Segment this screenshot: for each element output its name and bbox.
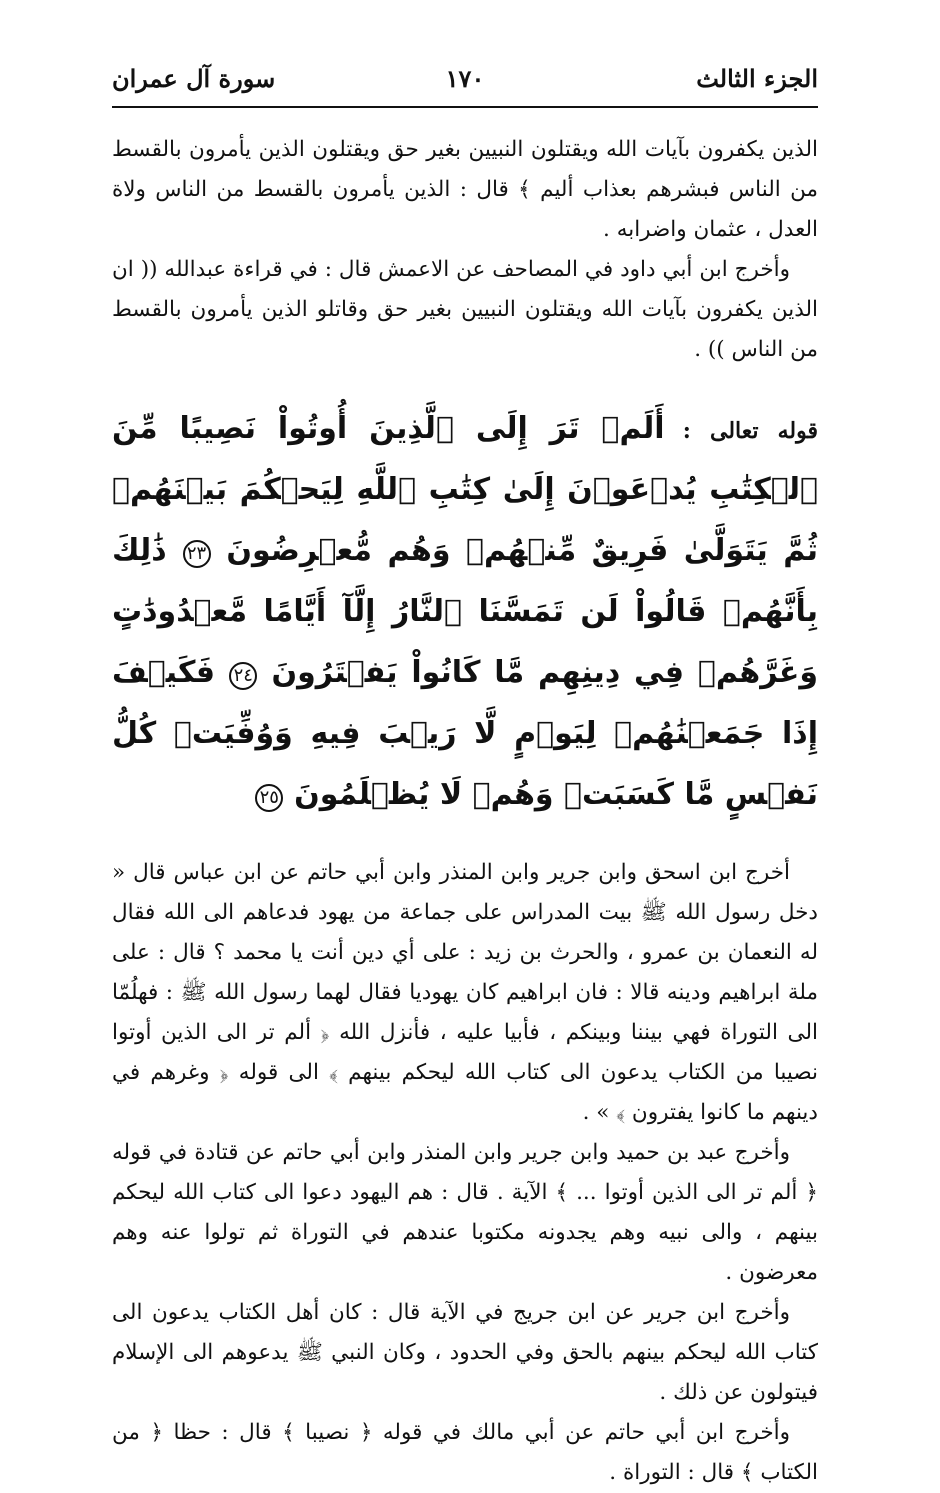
surah-title: سورة آل عمران	[112, 64, 276, 93]
ayah-number-marker: ٢٤	[229, 662, 257, 690]
verse-text: فَكَيۡفَ إِذَا جَمَعۡنَٰهُمۡ لِيَوۡمٍ لَّا رَيۡبَ فِيهِ وَوُفِّيَتۡ كُلُّ نَفۡسٍ مَّا كَسَبَتۡ وَهُمۡ لَا يُظۡلَمُونَ	[112, 655, 818, 812]
quran-verse-block	[112, 400, 818, 827]
page-header	[112, 58, 818, 102]
page-number: ١٧٠	[445, 64, 485, 93]
paragraph: الذين يكفرون بآيات الله ويقتلون النبيين بغير حق ويقتلون الذين يأمرون بالقسط من الناس فبشرهم بعذاب أليم ﴾ قال : الذين يأمرون بالقسط من الناس ولاة العدل ، عثمان واضرابه .	[112, 137, 818, 242]
ayah-number-marker: ٢٥	[255, 784, 283, 812]
verse-text: ذَٰلِكَ بِأَنَّهُمۡ قَالُواْ لَن تَمَسَّنَا ٱلنَّارُ إِلَّآ أَيَّامًا مَّعۡدُودَٰتٍ وَغَرَّهُمۡ فِي دِينِهِم مَّا كَانُواْ يَفۡتَرُونَ	[112, 533, 819, 690]
page-body	[112, 130, 818, 1493]
verse-text: أَلَمۡ تَرَ إِلَى ٱلَّذِينَ أُوتُواْ نَصِيبًا مِّنَ ٱلۡكِتَٰبِ يُدۡعَوۡنَ إِلَىٰ كِتَٰبِ ٱللَّهِ لِيَحۡكُمَ بَيۡنَهُمۡ ثُمَّ يَتَوَلَّىٰ فَرِيقٌ مِّنۡهُمۡ وَهُم مُّعۡرِضُونَ	[112, 411, 818, 568]
paragraph: وأخرج ابن جرير عن ابن جريج في الآية قال : كان أهل الكتاب يدعون الى كتاب الله ليحكم بينهم بالحق وفي الحدود ، وكان النبي ﷺ يدعوهم الى الإسلام فيتولون عن ذلك .	[112, 1300, 818, 1405]
header-divider	[112, 106, 818, 108]
paragraph: وأخرج ابن أبي حاتم عن أبي مالك في قوله ﴿ نصيبا ﴾ قال : حظا ﴿ من الكتاب ﴾ قال : التوراة .	[112, 1420, 818, 1485]
ayah-number-marker: ٢٣	[183, 540, 211, 568]
verse-intro: قوله تعالى :	[682, 418, 818, 444]
juz-title: الجزء الثالث	[696, 64, 818, 93]
paragraph: وأخرج ابن أبي داود في المصاحف عن الاعمش قال : في قراءة عبدالله (( ان الذين يكفرون بآيات الله ويقتلون النبيين بغير حق وقاتلو الذين يأمرون بالقسط من الناس )) .	[112, 257, 818, 362]
paragraph: وأخرج عبد بن حميد وابن جرير وابن المنذر وابن أبي حاتم عن قتادة في قوله ﴿ ألم تر الى الذين أوتوا ... ﴾ الآية . قال : هم اليهود دعوا الى كتاب الله ليحكم بينهم ، والى نبيه وهم يجدونه مكتوبا عندهم في التوراة ثم تولوا عنه وهم معرضون .	[112, 1140, 818, 1285]
paragraph: أخرج ابن اسحق وابن جرير وابن المنذر وابن أبي حاتم عن ابن عباس قال « دخل رسول الله ﷺ بيت المدراس على جماعة من يهود فدعاهم الى الله فقال له النعمان بن عمرو ، والحرث بن زيد : على أي دين أنت يا محمد ؟ قال : على ملة ابراهيم ودينه قالا : فان ابراهيم كان يهوديا فقال لهما رسول الله ﷺ : فهلُمّا الى التوراة فهي بيننا وبينكم ، فأبيا عليه ، فأنزل الله ﴿ ألم تر الى الذين أوتوا نصيبا من الكتاب يدعون الى كتاب الله ليحكم بينهم ﴾ الى قوله ﴿ وغرهم في دينهم ما كانوا يفترون ﴾ » .	[112, 860, 818, 1125]
